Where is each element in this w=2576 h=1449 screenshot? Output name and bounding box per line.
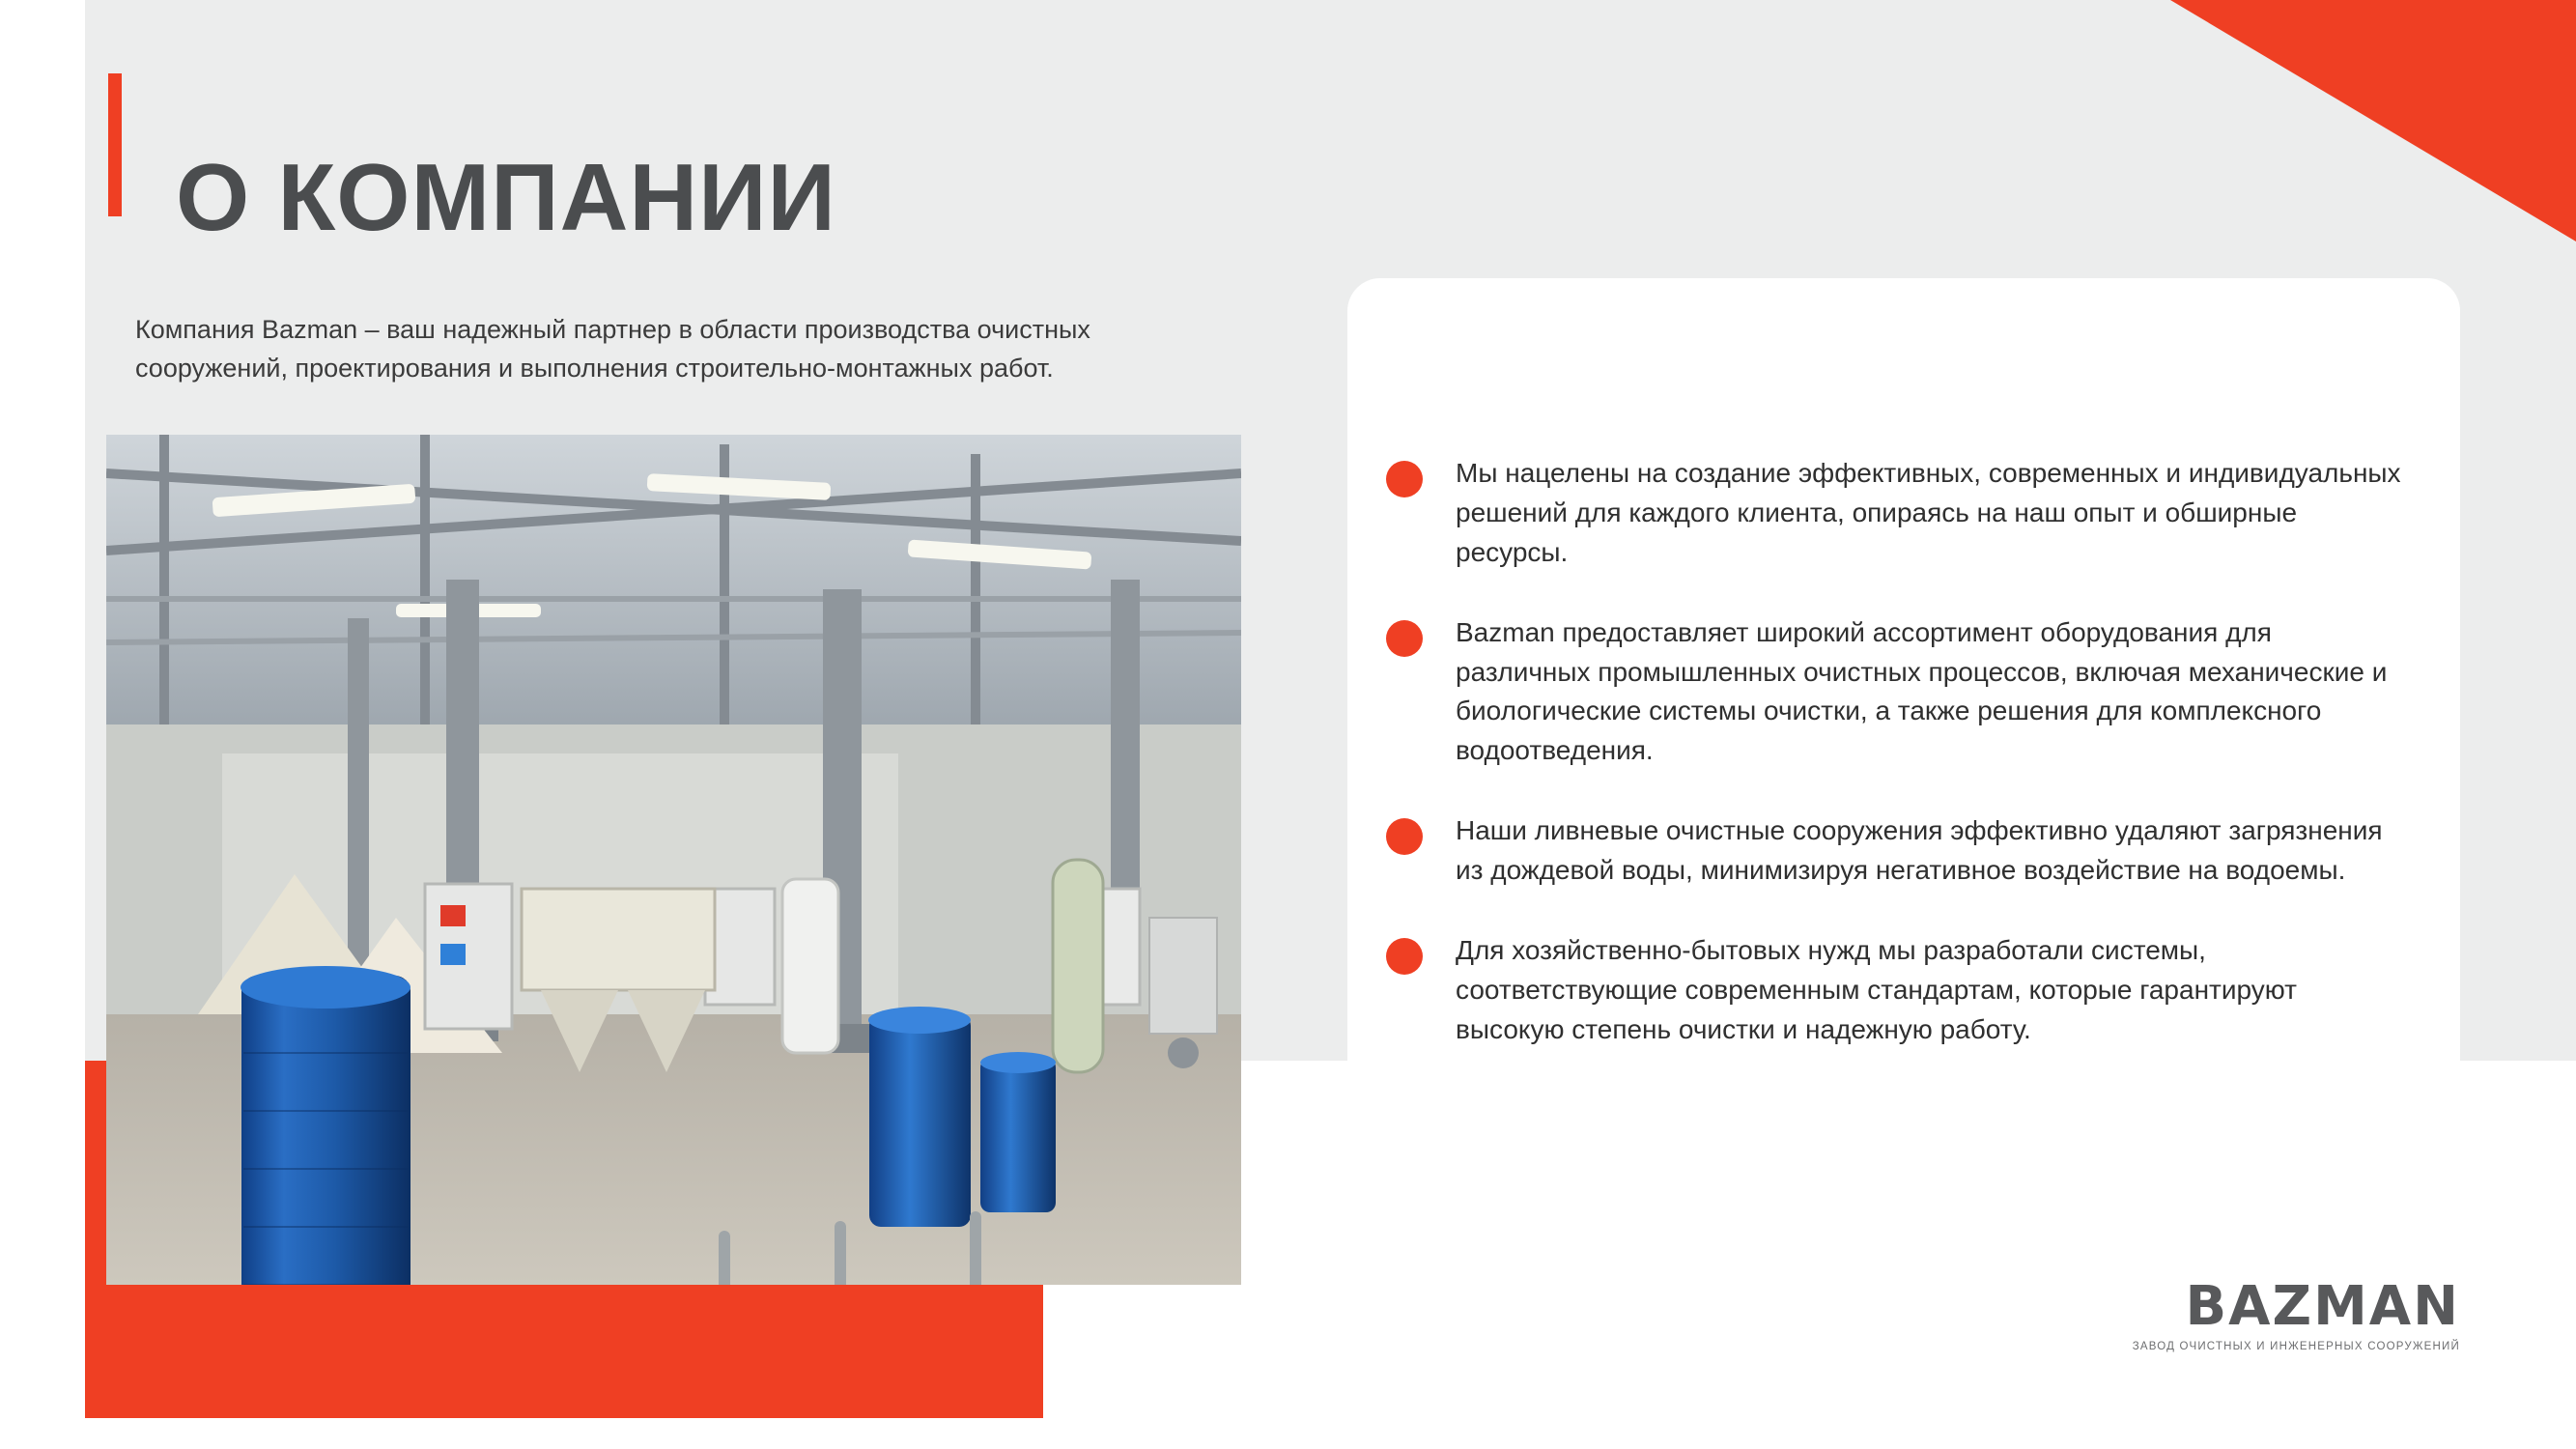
bullet-text: Мы нацелены на создание эффективных, современных и индивидуальных решений для каждого клиента, опираясь на наш опыт и обширные ресурсы. <box>1456 458 2401 567</box>
bottom-white-strip <box>0 1418 2576 1449</box>
title-accent-bar <box>108 73 122 216</box>
bullet-dot-icon <box>1386 938 1423 975</box>
intro-paragraph: Компания Bazman – ваш надежный партнер в области производства очистных сооружений, проектирования и выполнения строительно-монтажных работ. <box>135 315 1090 383</box>
left-white-strip <box>0 0 85 1449</box>
bullets-list <box>1386 454 2429 1050</box>
brand-logo <box>2132 1275 2460 1352</box>
list-item <box>1386 811 2429 891</box>
bullet-dot-icon <box>1386 461 1423 497</box>
logo-tagline: ЗАВОД ОЧИСТНЫХ И ИНЖЕНЕРНЫХ СООРУЖЕНИЙ <box>2132 1341 2460 1352</box>
facility-photo <box>106 435 1241 1285</box>
bullet-text: Наши ливневые очистные сооружения эффективно удаляют загрязнения из дождевой воды, минимизируя негативное воздействие на водоемы. <box>1456 815 2383 885</box>
bullet-dot-icon <box>1386 818 1423 855</box>
list-item <box>1386 613 2429 772</box>
top-right-red-corner <box>2170 0 2576 242</box>
list-item <box>1386 931 2429 1050</box>
bullet-text: Bazman предоставляет широкий ассортимент оборудования для различных промышленных очистных процессов, включая механические и биологические системы очистки, а также решения для комплексного водоотведения. <box>1456 616 2388 766</box>
page-title: О КОМПАНИИ <box>176 143 836 250</box>
facility-photo-illustration <box>106 435 1241 1285</box>
logo-wordmark: BAZMAN <box>2185 1275 2460 1338</box>
bullet-text: Для хозяйственно-бытовых нужд мы разработали системы, соответствующие современным стандартам, которые гарантируют высокую степень очистки и надежную работу. <box>1456 934 2297 1044</box>
bullet-dot-icon <box>1386 620 1423 657</box>
list-item <box>1386 454 2429 573</box>
